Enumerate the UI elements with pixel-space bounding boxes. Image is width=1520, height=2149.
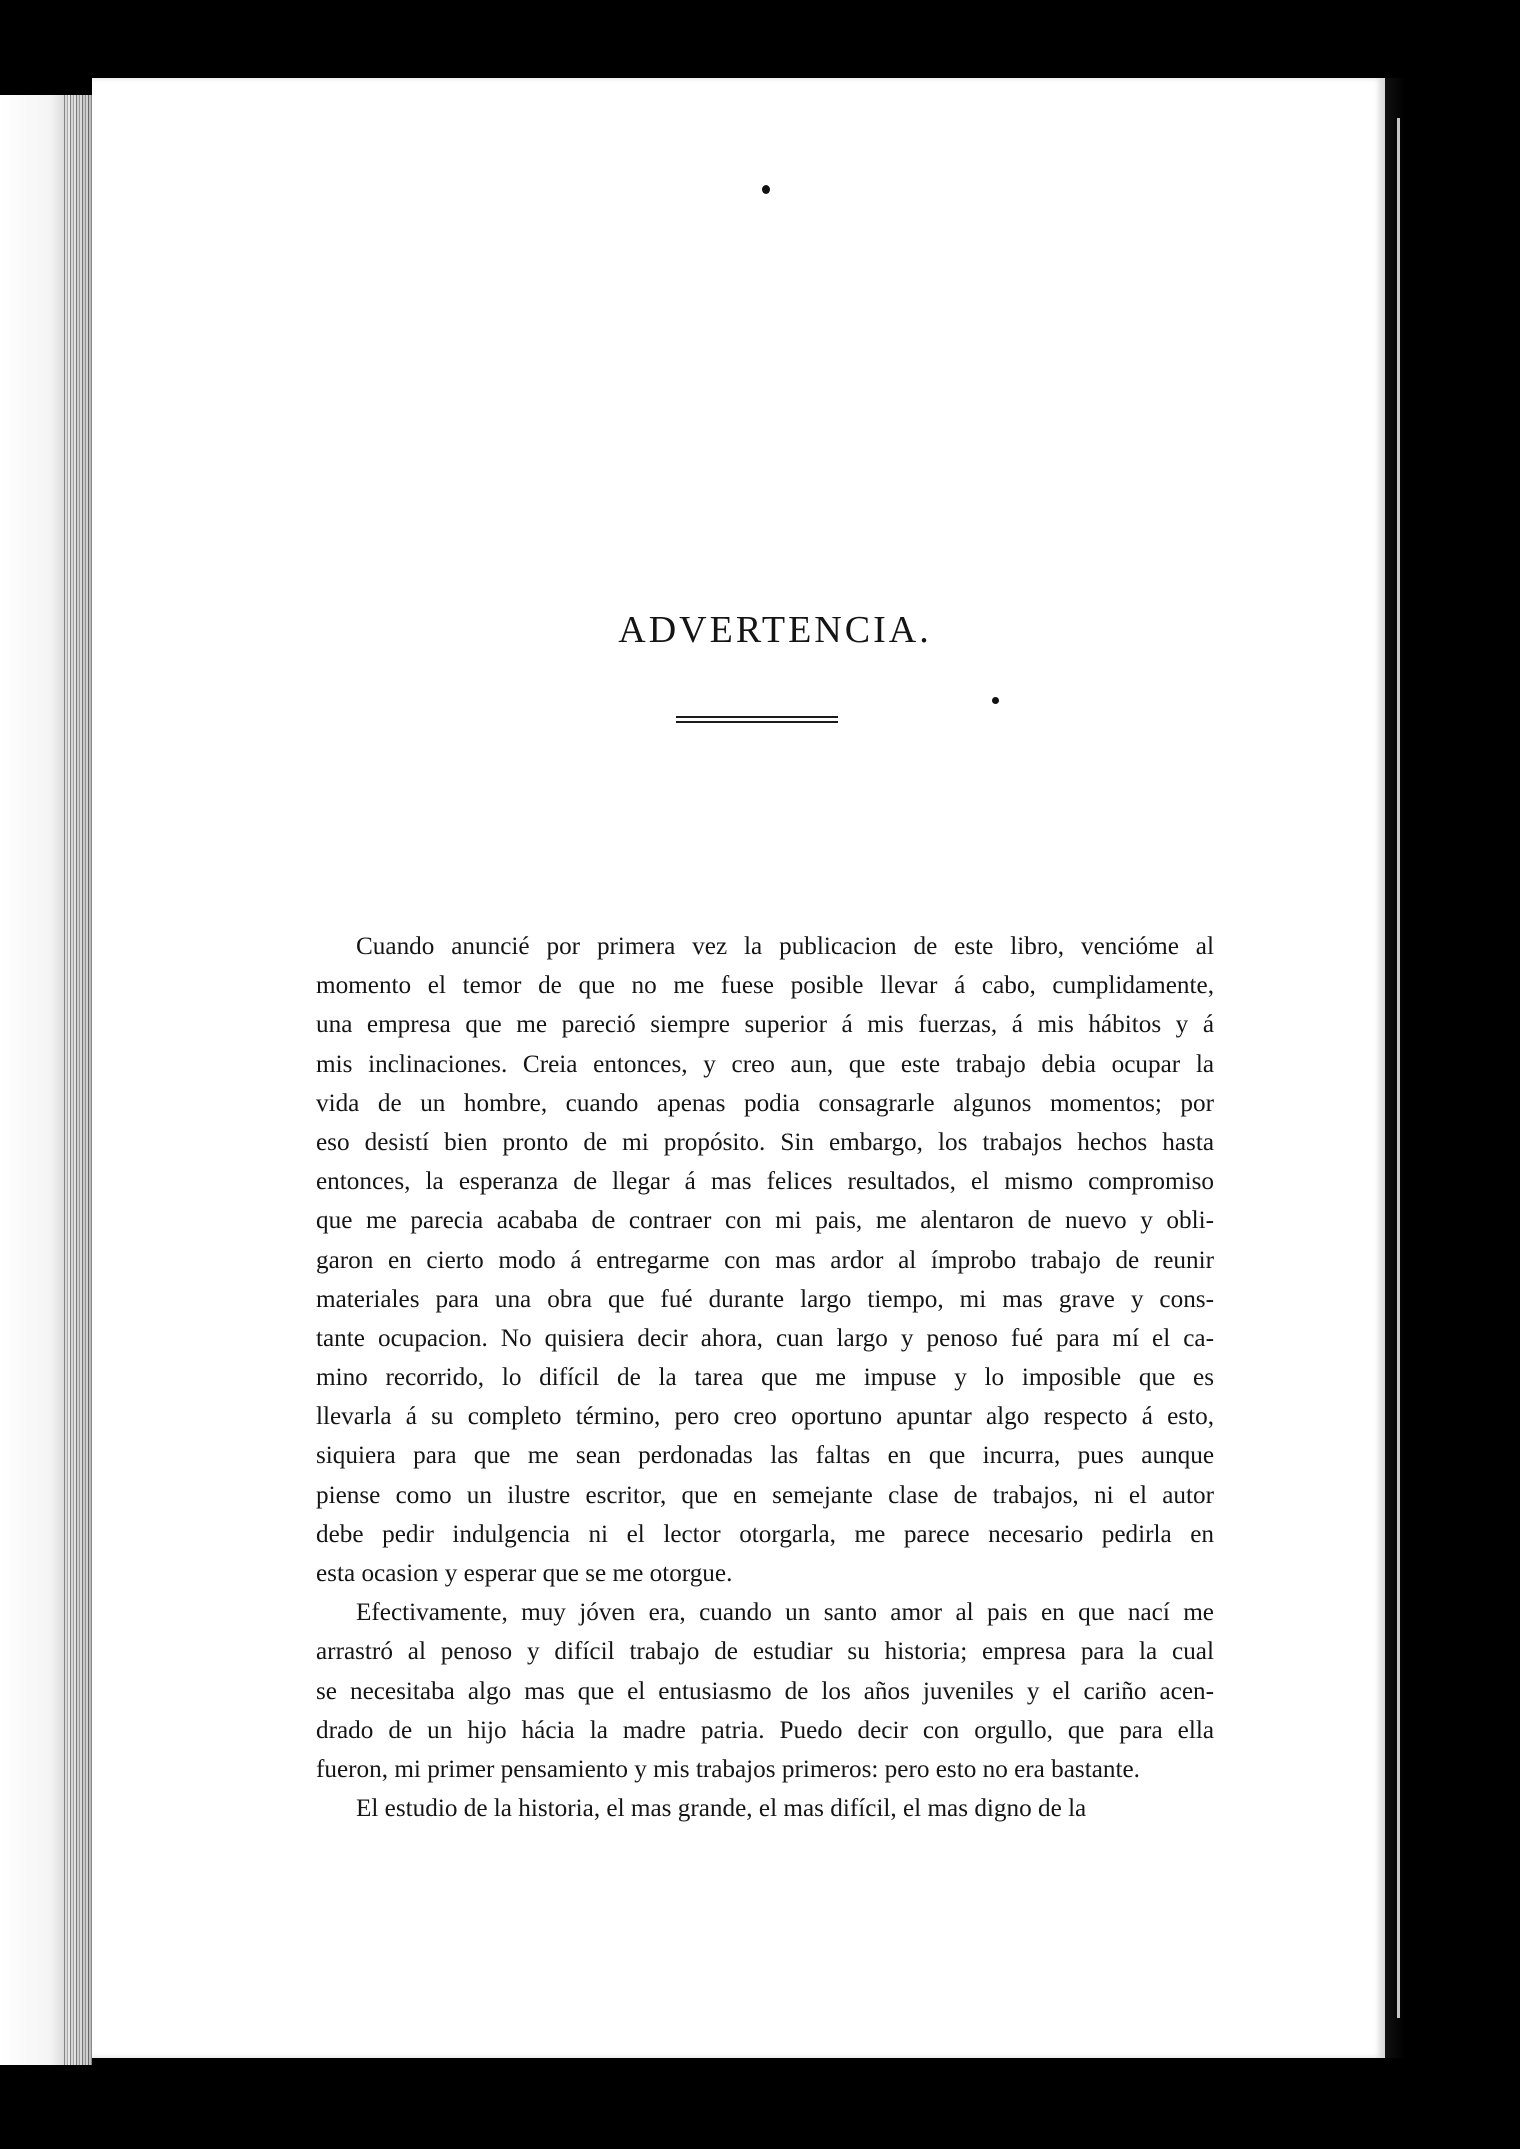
text-line: debe pedir indulgencia ni el lector otorgarla, me parece necesario pedirla en xyxy=(316,1520,1214,1548)
text-line: una empresa que me pareció siempre superior á mis fuerzas, á mis hábitos y á xyxy=(316,1011,1214,1039)
text-line: entonces, la esperanza de llegar á mas felices resultados, el mismo compromiso xyxy=(316,1168,1214,1196)
ink-speck xyxy=(992,697,999,704)
text-line: mis inclinaciones. Creia entonces, y creo aun, que este trabajo debia ocupar la xyxy=(316,1050,1214,1078)
text-line: Cuando anuncié por primera vez la publicacion de este libro, vencióme al xyxy=(356,933,1214,960)
text-line: Efectivamente, muy jóven era, cuando un santo amor al pais en que nací me xyxy=(356,1599,1214,1627)
text-line: arrastró al penoso y difícil trabajo de estudiar su historia; empresa para la cual xyxy=(316,1638,1214,1666)
text-line: materiales para una obra que fué durante largo tiempo, mi mas grave y cons- xyxy=(316,1285,1214,1313)
text-line: drado de un hijo hácia la madre patria. Puedo decir con orgullo, que para ella xyxy=(316,1716,1214,1744)
text-line: piense como un ilustre escritor, que en semejante clase de trabajos, ni el autor xyxy=(316,1481,1214,1509)
adjacent-page-edge xyxy=(0,95,92,2065)
heading-double-rule xyxy=(676,716,838,723)
text-line: El estudio de la historia, el mas grande, el mas difícil, el mas digno de la xyxy=(356,1795,1087,1823)
text-line: eso desistí bien pronto de mi propósito. Sin embargo, los trabajos hechos hasta xyxy=(316,1128,1214,1156)
text-line: que me parecia acababa de contraer con mi pais, me alentaron de nuevo y obli- xyxy=(316,1207,1214,1235)
text-line: momento el temor de que no me fuese posible llevar á cabo, cumplidamente, xyxy=(316,972,1214,1000)
page-right-edge xyxy=(1385,78,1425,2058)
text-line: llevarla á su completo término, pero creo oportuno apuntar algo respecto á esto, xyxy=(316,1403,1214,1431)
text-line: garon en cierto modo á entregarme con mas ardor al ímprobo trabajo de reunir xyxy=(316,1246,1214,1274)
ink-speck xyxy=(762,185,770,194)
text-line: esta ocasion y esperar que se me otorgue. xyxy=(316,1560,733,1587)
scan-border xyxy=(0,0,1520,80)
text-line: siquiera para que me sean perdonadas las faltas en que incurra, pues aunque xyxy=(316,1442,1214,1470)
page-heading: ADVERTENCIA. xyxy=(618,609,932,651)
text-line: tante ocupacion. No quisiera decir ahora, cuan largo y penoso fué para mí el ca- xyxy=(316,1324,1214,1352)
text-line: vida de un hombre, cuando apenas podia consagrarle algunos momentos; por xyxy=(316,1089,1214,1117)
body-text xyxy=(316,927,1214,1828)
text-line: mino recorrido, lo difícil de la tarea que me impuse y lo imposible que es xyxy=(316,1364,1214,1392)
text-line: fueron, mi primer pensamiento y mis trabajos primeros: pero esto no era bastante. xyxy=(316,1755,1140,1783)
text-line: se necesitaba algo mas que el entusiasmo de los años juveniles y el cariño acen- xyxy=(316,1677,1214,1705)
